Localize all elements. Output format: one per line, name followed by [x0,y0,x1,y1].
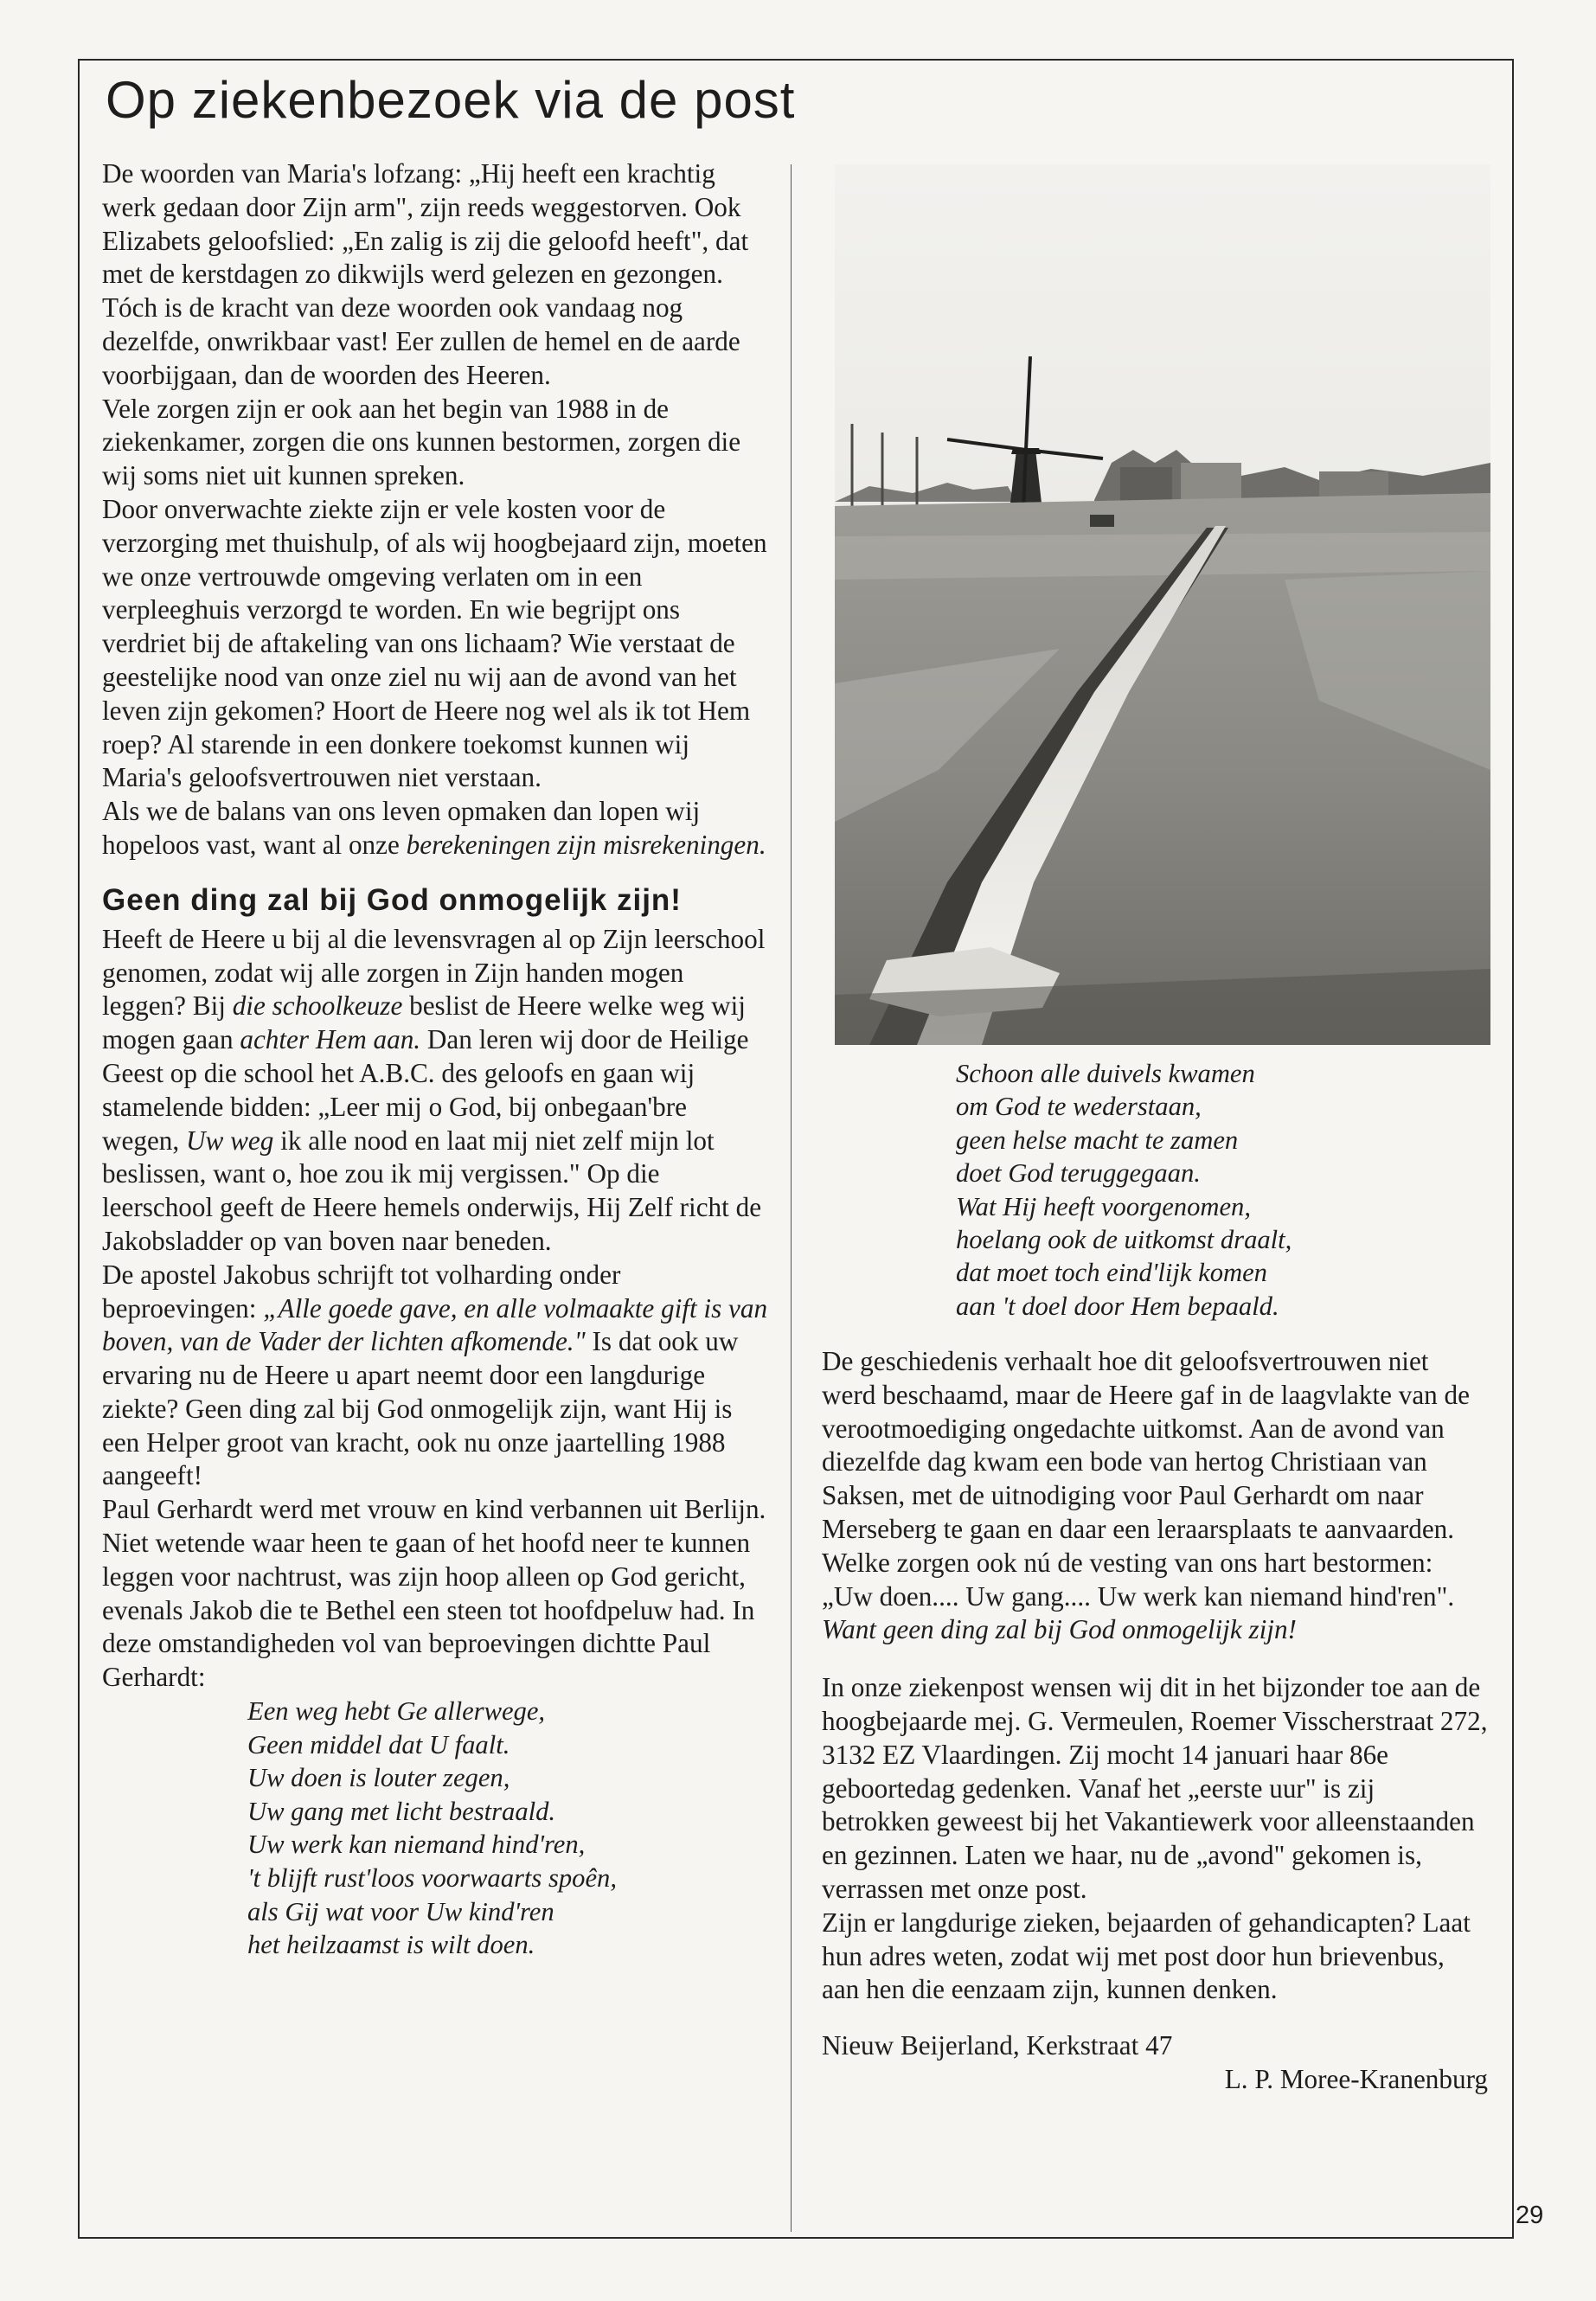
poem-line: doet God teruggegaan. [956,1158,1201,1189]
poem-line: om God te wederstaan, [956,1092,1202,1122]
zorgen-paragraph [822,1547,1488,1647]
poem-line: het heilzaamst is wilt doen. [247,1930,535,1960]
poem-line: 't blijft rust'loos voorwaarts spoên, [247,1863,617,1894]
zorgen-italic: Want geen ding zal bij God onmogelijk zijn! [822,1614,1297,1645]
school-text-1: Heeft de Heere u bij al die levensvragen al op Zijn leerschool genomen, zodat wij alle zorgen in Zijn handen mogen leggen? Bij [102,923,766,1022]
gerhardt-paragraph: Paul Gerhardt werd met vrouw en kind verbannen uit Berlijn. Niet wetende waar heen te gaan of het hoofd neer te kunnen leggen voor nachtrust, was zijn hoop alleen op God gericht, evenals Jakob die te Bethel een steen tot hoofdpeluw had. In deze omstandigheden vol van beproevingen dichtte Paul Gerhardt: [102,1494,766,1693]
school-italic-1: die schoolkeuze [232,990,403,1022]
poem-line: als Gij wat voor Uw kind'ren [247,1896,554,1926]
school-italic-2: achter Hem aan. [240,1024,421,1055]
jakobus-paragraph [102,1259,768,1494]
right-column [822,1345,1488,2097]
poem-line: Een weg hebt Ge allerwege, [247,1696,546,1727]
intro-paragraph-2: Vele zorgen zijn er ook aan het begin van 1988 in de ziekenkamer, zorgen die ons kunnen bestormen, zorgen die wij soms niet uit kunnen spreken. [102,393,741,491]
intro-paragraph-1: De woorden van Maria's lofzang: „Hij heeft een krachtig werk gedaan door Zijn arm", zijn reeds weggestorven. Ook Elizabets geloofslied: „En zalig is zij die geloofd heeft", dat met de kerstdagen zo dikwijls werd gelezen en gezongen. Tóch is de kracht van deze woorden ook vandaag nog dezelfde, onwrikbaar vast! Eer zullen de hemel en de aarde voorbijgaan, dan de woorden des Heeren. [102,158,749,390]
jakobus-text-2: Is dat ook uw ervaring nu de Heere u apart neemt door een langdurige ziekte? Geen ding zal bij God onmogelijk zijn, want Hij is een Helper groot van kracht, ook nu onze jaartelling 1988 aangeeft! [102,1326,739,1491]
school-italic-3: Uw weg [186,1125,274,1156]
jakobus-text-1: De apostel Jakobus schrijft tot volharding onder beproevingen: [102,1259,621,1324]
intro-paragraph-4 [102,795,768,862]
windmill-landscape-photo [835,164,1490,1045]
poem-line: Geen middel dat U faalt. [247,1729,510,1759]
intro-paragraph-3: Door onverwachte ziekte zijn er vele kosten voor de verzorging met thuishulp, of als wij hoogbejaard zijn, moeten we onze vertrouwde omgeving verlaten om in een verpleeghuis verzorgd te worden. En wie begrijpt ons verdriet bij de aftakeling van ons lichaam? Wie verstaat de geestelijke nood van onze ziel nu wij aan de avond van het leven zijn gekomen? Hoort de Heere nog wel als ik tot Hem roep? Al starende in een donkere toekomst kunnen wij Maria's geloofsvertrouwen niet verstaan. [102,493,767,793]
ziekenpost-paragraph: In onze ziekenpost wensen wij dit in het bijzonder toe aan de hoogbejaarde mej. G. Vermeulen, Roemer Visscherstraat 272, 3132 EZ Vlaardingen. Zij mocht 14 januari haar 86e geboortedag gedenken. Vanaf het „eerste uur" is zij betrokken geweest bij het Vakantiewerk voor alleenstaanden en gezinnen. Laten we haar, nu de „avond" gekomen is, verrassen met onze post. [822,1672,1488,1904]
intro-last-plain: Als we de balans van ons leven opmaken dan lopen wij hopeloos vast, want al onze [102,796,701,860]
adres-paragraph: Zijn er langdurige zieken, bejaarden of gehandicapten? Laat hun adres weten, zodat wij met post door hun brievenbus, aan hen die eenzaam zijn, kunnen denken. [822,1907,1471,2005]
left-column [102,157,768,1962]
page-title: Op ziekenbezoek via de post [106,71,796,129]
page-number: 29 [1516,2202,1544,2229]
poem-line: Uw doen is louter zegen, [247,1763,510,1793]
poem-line: Schoon alle duivels kwamen [956,1059,1255,1088]
jakobus-quote: „Alle goede gave, en alle volmaakte gift is van boven, van de Vader der lichten afkomende." [102,1292,768,1357]
school-text-2: beslist de Heere welke weg wij mogen gaan [102,990,746,1055]
history-paragraph: De geschiedenis verhaalt hoe dit geloofsvertrouwen niet werd beschaamd, maar de Heere gaf in de laagvlakte van de verootmoediging ongedachte uitkomst. Aan de avond van diezelfde dag kwam een bode van hertog Christiaan van Saksen, met de uitnodiging voor Paul Gerhardt om naar Merseberg te gaan en daar een leraarsplaats te aanvaarden. [822,1346,1470,1544]
photo-image [835,164,1490,1045]
school-paragraph [102,923,768,1259]
poem-line: aan 't doel door Hem bepaald. [956,1291,1279,1321]
poem-right [956,1057,1475,1323]
poem-line: geen helse macht te zamen [956,1125,1239,1155]
zorgen-text: Welke zorgen ook nú de vesting van ons hart bestormen: „Uw doen.... Uw gang.... Uw werk kan niemand hind'ren". [822,1547,1455,1612]
signature-city: Nieuw Beijerland, Kerkstraat 47 [822,2030,1173,2061]
poem-line: Uw werk kan niemand hind'ren, [247,1830,586,1860]
poem-line: Uw gang met licht bestraald. [247,1796,556,1826]
poem-left [247,1695,768,1962]
poem-line: dat moet toch eind'lijk komen [956,1258,1267,1288]
poem-line: Wat Hij heeft voorgenomen, [956,1191,1251,1221]
subheading: Geen ding zal bij God onmogelijk zijn! [102,882,682,917]
poem-line: hoelang ook de uitkomst draalt, [956,1225,1292,1255]
column-divider [791,164,792,2232]
school-text-4: ik alle nood en laat mij niet zelf mijn lot beslissen, want o, hoe zou ik mij vergissen." Op die leerschool geeft de Heere hemels onderwijs, Hij Zelf richt de Jakobsladder op van boven naar beneden. [102,1125,762,1256]
intro-last-italic: berekeningen zijn misrekeningen. [406,829,766,860]
school-text-3: Dan leren wij door de Heilige Geest op die school het A.B.C. des geloofs en gaan wij stamelende bidden: „Leer mij o God, bij onbegaan'bre wegen, [102,1024,749,1156]
signature-name: L. P. Moree-Kranenburg [1224,2063,1488,2094]
